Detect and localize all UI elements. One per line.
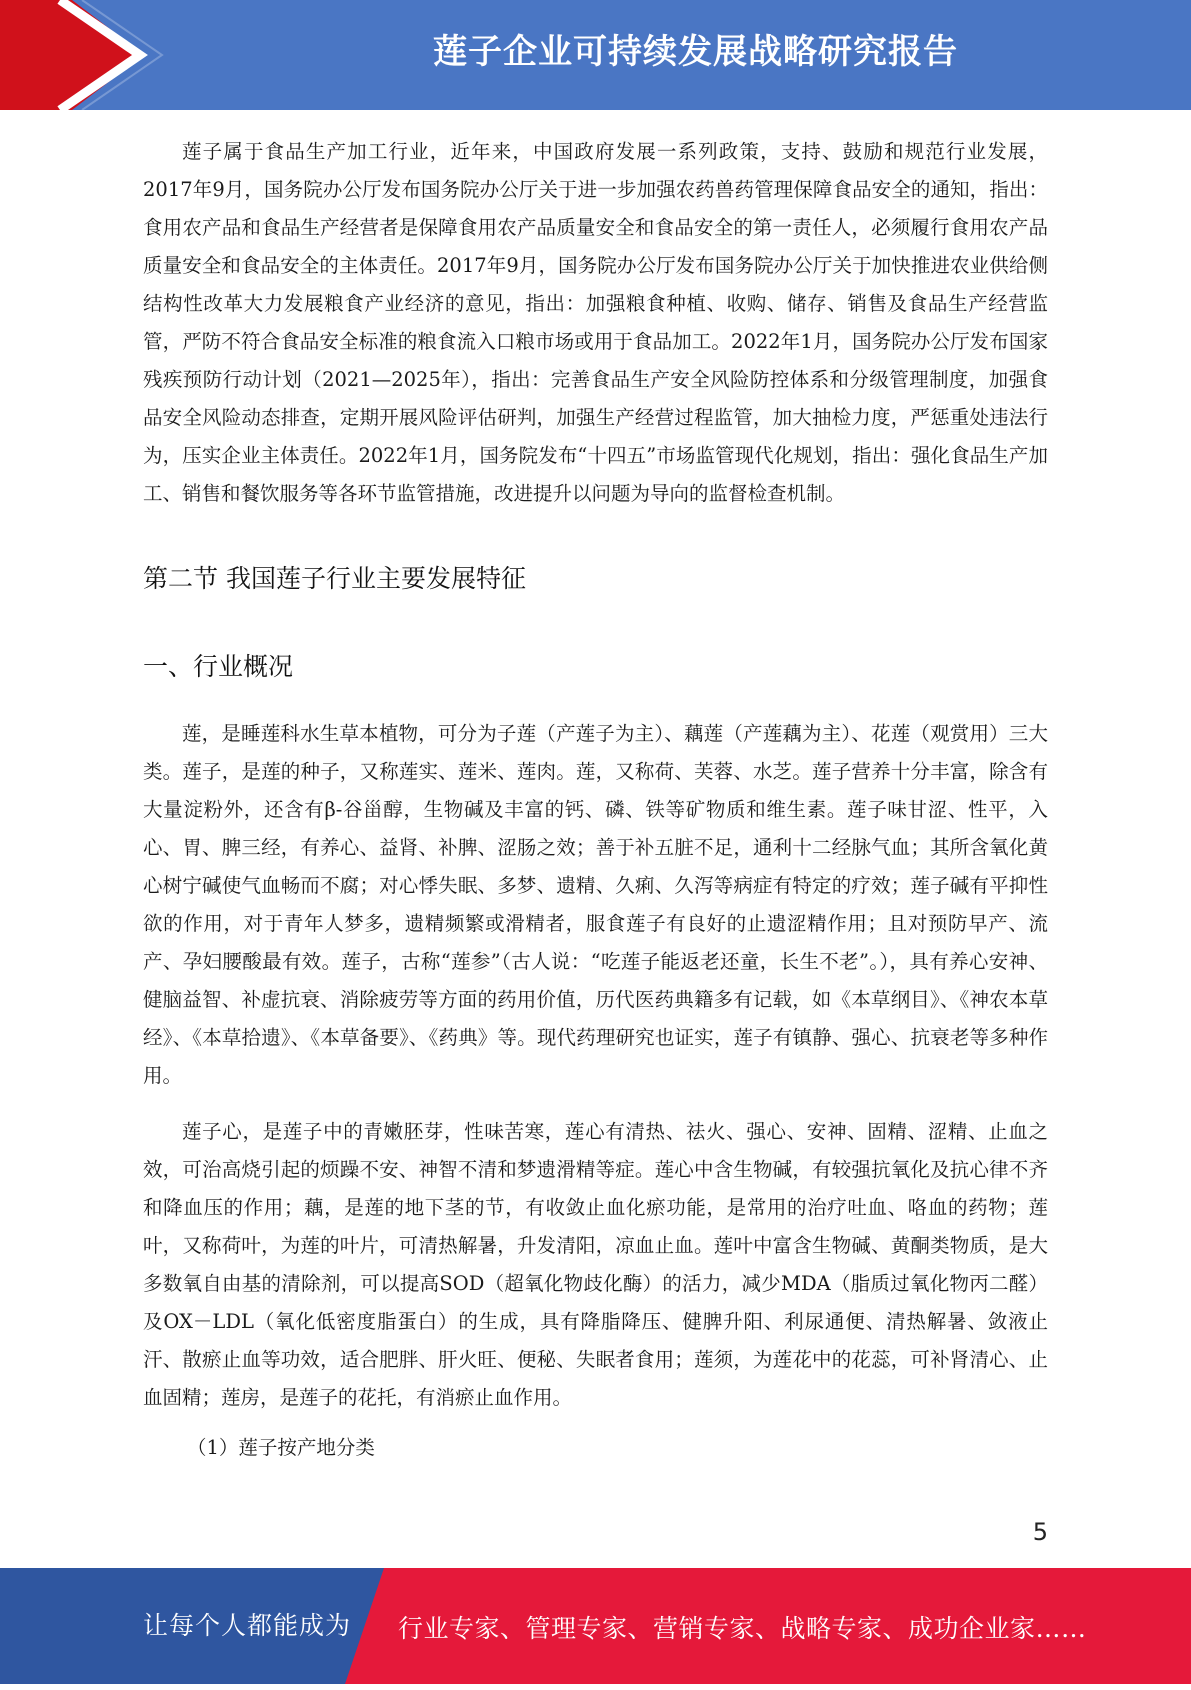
- subsection-heading: 一、行业概况: [143, 652, 294, 681]
- page-header: [0, 0, 1191, 110]
- list-item-origin-classification: （1）莲子按产地分类: [187, 1436, 375, 1459]
- footer-slogan-roles: 行业专家、管理专家、营销专家、战略专家、成功企业家……: [398, 1614, 1087, 1643]
- page-number: 5: [1032, 1518, 1048, 1546]
- section-heading: 第二节 我国莲子行业主要发展特征: [143, 564, 526, 593]
- report-title: 莲子企业可持续发展战略研究报告: [433, 32, 958, 72]
- footer-slogan-lead: 让每个人都能成为: [143, 1611, 352, 1640]
- lotus-heart-paragraph: 莲子心，是莲子中的青嫩胚芽，性味苦寒，莲心有清热、祛火、强心、安神、固精、涩精、止血之效，可治高烧引起的烦躁不安、神智不清和梦遗滑精等症。莲心中含生物碱，有较强抗氧化及抗心律不齐和降血压的作用；藕，是莲的地下茎的节，有收敛止血化瘀功能，是常用的治疗吐血、咯血的药物；莲叶，又称荷叶，为莲的叶片，可清热解暑，升发清阳，凉血止血。莲叶中富含生物碱、黄酮类物质，是大多数氧自由基的清除剂，可以提高SOD（超氧化物歧化酶）的活力，减少MDA（脂质过氧化物丙二醛）及OX－LDL（氧化低密度脂蛋白）的生成，具有降脂降压、健脾升阳、利尿通便、清热解暑、敛液止汗、散瘀止血等功效，适合肥胖、肝火旺、便秘、失眠者食用；莲须，为莲花中的花蕊，可补肾清心、止血固精；莲房，是莲子的花托，有消瘀止血作用。: [143, 1120, 1048, 1409]
- page-footer: [0, 1568, 1191, 1684]
- policy-paragraph: 莲子属于食品生产加工行业，近年来，中国政府发展一系列政策，支持、鼓励和规范行业发展，2017年9月，国务院办公厅发布国务院办公厅关于进一步加强农药兽药管理保障食品安全的通知，指出：食用农产品和食品生产经营者是保障食用农产品质量安全和食品安全的第一责任人，必须履行食用农产品质量安全和食品安全的主体责任。2017年9月，国务院办公厅发布国务院办公厅关于加快推进农业供给侧结构性改革大力发展粮食产业经济的意见，指出：加强粮食种植、收购、储存、销售及食品生产经营监管，严防不符合食品安全标准的粮食流入口粮市场或用于食品加工。2022年1月，国务院办公厅发布国家残疾预防行动计划（2021—2025年），指出：完善食品生产安全风险防控体系和分级管理制度，加强食品安全风险动态排查，定期开展风险评估研判，加强生产经营过程监管，加大抽检力度，严惩重处违法行为，压实企业主体责任。2022年1月，国务院发布“十四五”市场监管现代化规划，指出：强化食品生产加工、销售和餐饮服务等各环节监管措施，改进提升以问题为导向的监督检查机制。: [143, 140, 1048, 505]
- page-content: [143, 133, 1048, 1467]
- overview-paragraph: 莲，是睡莲科水生草本植物，可分为子莲（产莲子为主）、藕莲（产莲藕为主）、花莲（观赏用）三大类。莲子，是莲的种子，又称莲实、莲米、莲肉。莲，又称荷、芙蓉、水芝。莲子营养十分丰富，除含有大量淀粉外，还含有β-谷甾醇，生物碱及丰富的钙、磷、铁等矿物质和维生素。莲子味甘涩、性平，入心、胃、脾三经，有养心、益肾、补脾、涩肠之效；善于补五脏不足，通利十二经脉气血；其所含氧化黄心树宁碱使气血畅而不腐；对心悸失眠、多梦、遗精、久痢、久泻等病症有特定的疗效；莲子碱有平抑性欲的作用，对于青年人梦多，遗精频繁或滑精者，服食莲子有良好的止遗涩精作用；且对预防早产、流产、孕妇腰酸最有效。莲子，古称“莲参”（古人说：“吃莲子能返老还童，长生不老”。），具有养心安神、健脑益智、补虚抗衰、消除疲劳等方面的药用价值，历代医药典籍多有记载，如《本草纲目》、《神农本草经》、《本草拾遗》、《本草备要》、《药典》等。现代药理研究也证实，莲子有镇静、强心、抗衰老等多种作用。: [143, 722, 1048, 1087]
